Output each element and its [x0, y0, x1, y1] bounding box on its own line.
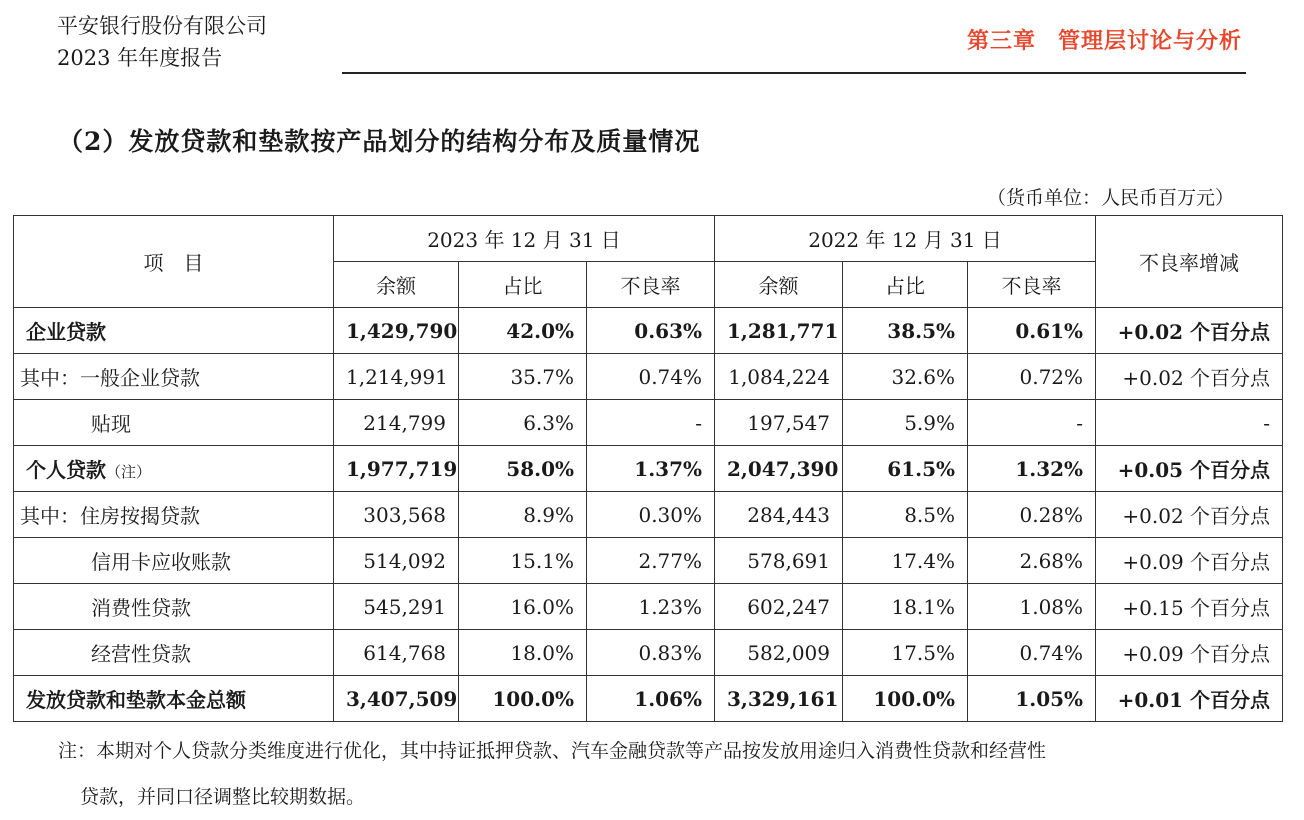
- cell-balance-2023: 303,568: [334, 492, 459, 538]
- row-label: [14, 446, 334, 492]
- cell-balance-2022: 3,329,161: [715, 676, 843, 722]
- cell-ratio-2022: 32.6%: [843, 354, 968, 400]
- cell-npl-change: +0.01 个百分点: [1096, 676, 1283, 722]
- table-row: [14, 492, 1283, 538]
- footnote-line-2: 贷款，并同口径调整比较期数据。: [80, 786, 366, 808]
- table-row: [14, 354, 1283, 400]
- table-row: [14, 630, 1283, 676]
- footnote-line-1: 注：本期对个人贷款分类维度进行优化，其中持证抵押贷款、汽车金融贷款等产品按发放用途归入消费性贷款和经营性: [58, 740, 1047, 762]
- cell-ratio-2023: 100.0%: [459, 676, 587, 722]
- cell-npl-2022: 0.61%: [968, 308, 1096, 354]
- company-name: 平安银行股份有限公司: [57, 14, 267, 38]
- row-label-text: 消费性贷款: [91, 596, 191, 620]
- cell-npl-change: +0.02 个百分点: [1096, 308, 1283, 354]
- table-row: [14, 308, 1283, 354]
- cell-npl-change: +0.09 个百分点: [1096, 630, 1283, 676]
- row-label-text: 信用卡应收账款: [91, 550, 231, 574]
- cell-ratio-2022: 17.5%: [843, 630, 968, 676]
- cell-ratio-2023: 42.0%: [459, 308, 587, 354]
- cell-balance-2022: 197,547: [715, 400, 843, 446]
- cell-npl-2023: 0.74%: [587, 354, 715, 400]
- report-name: 2023 年年度报告: [57, 46, 223, 70]
- row-label: [14, 354, 334, 400]
- row-label: [14, 538, 334, 584]
- chapter-heading: [967, 24, 1242, 55]
- row-label: [14, 400, 334, 446]
- row-label: [14, 630, 334, 676]
- cell-ratio-2023: 18.0%: [459, 630, 587, 676]
- cell-npl-2022: 0.72%: [968, 354, 1096, 400]
- cell-npl-2023: 1.23%: [587, 584, 715, 630]
- header-period-2022: 2022 年 12 月 31 日: [715, 216, 1096, 262]
- header-npl-change: 不良率增减: [1096, 216, 1283, 308]
- cell-npl-change: +0.02 个百分点: [1096, 354, 1283, 400]
- cell-ratio-2023: 58.0%: [459, 446, 587, 492]
- header-npl-2022: 不良率: [968, 262, 1096, 308]
- report-header: [57, 10, 267, 74]
- loan-structure-table: [13, 215, 1283, 722]
- cell-balance-2022: 2,047,390: [715, 446, 843, 492]
- cell-ratio-2022: 5.9%: [843, 400, 968, 446]
- cell-balance-2023: 1,429,790: [334, 308, 459, 354]
- cell-npl-change: +0.09 个百分点: [1096, 538, 1283, 584]
- header-balance-2022: 余额: [715, 262, 843, 308]
- cell-npl-change: +0.02 个百分点: [1096, 492, 1283, 538]
- cell-balance-2023: 214,799: [334, 400, 459, 446]
- cell-npl-2022: -: [968, 400, 1096, 446]
- cell-ratio-2022: 100.0%: [843, 676, 968, 722]
- cell-ratio-2023: 15.1%: [459, 538, 587, 584]
- cell-npl-2022: 0.74%: [968, 630, 1096, 676]
- currency-unit: （货币单位：人民币百万元）: [986, 187, 1234, 209]
- cell-balance-2022: 602,247: [715, 584, 843, 630]
- cell-ratio-2022: 61.5%: [843, 446, 968, 492]
- cell-npl-2023: 2.77%: [587, 538, 715, 584]
- header-ratio-2023: 占比: [459, 262, 587, 308]
- cell-npl-2023: 0.83%: [587, 630, 715, 676]
- table-row: [14, 676, 1283, 722]
- cell-npl-2023: -: [587, 400, 715, 446]
- table-row: [14, 584, 1283, 630]
- cell-npl-2023: 0.30%: [587, 492, 715, 538]
- cell-npl-2022: 1.05%: [968, 676, 1096, 722]
- cell-balance-2022: 582,009: [715, 630, 843, 676]
- header-period-2023: 2023 年 12 月 31 日: [334, 216, 715, 262]
- cell-ratio-2023: 16.0%: [459, 584, 587, 630]
- cell-ratio-2022: 8.5%: [843, 492, 968, 538]
- header-ratio-2022: 占比: [843, 262, 968, 308]
- cell-npl-2022: 1.08%: [968, 584, 1096, 630]
- table-row: [14, 400, 1283, 446]
- cell-npl-2023: 1.06%: [587, 676, 715, 722]
- header-npl-2023: 不良率: [587, 262, 715, 308]
- cell-npl-change: -: [1096, 400, 1283, 446]
- row-label-text: 经营性贷款: [91, 642, 191, 666]
- header-item: 项 目: [14, 216, 334, 308]
- cell-balance-2022: 578,691: [715, 538, 843, 584]
- cell-balance-2023: 1,214,991: [334, 354, 459, 400]
- row-label-text: 发放贷款和垫款本金总额: [26, 688, 246, 712]
- row-label-text: 个人贷款: [26, 458, 106, 482]
- cell-balance-2023: 1,977,719: [334, 446, 459, 492]
- row-label-text: 其中：住房按揭贷款: [20, 504, 200, 528]
- cell-ratio-2022: 17.4%: [843, 538, 968, 584]
- cell-balance-2022: 1,281,771: [715, 308, 843, 354]
- cell-npl-2022: 2.68%: [968, 538, 1096, 584]
- row-label: [14, 584, 334, 630]
- cell-npl-change: +0.05 个百分点: [1096, 446, 1283, 492]
- cell-npl-2023: 0.63%: [587, 308, 715, 354]
- cell-ratio-2022: 38.5%: [843, 308, 968, 354]
- section-title: （2）发放贷款和垫款按产品划分的结构分布及质量情况: [58, 127, 701, 156]
- cell-balance-2023: 514,092: [334, 538, 459, 584]
- cell-balance-2023: 3,407,509: [334, 676, 459, 722]
- row-label-text: 企业贷款: [26, 320, 106, 344]
- row-note: （注）: [106, 463, 152, 481]
- row-label-text: 贴现: [91, 412, 131, 436]
- table-row: [14, 446, 1283, 492]
- cell-ratio-2023: 8.9%: [459, 492, 587, 538]
- row-label: [14, 492, 334, 538]
- cell-balance-2022: 284,443: [715, 492, 843, 538]
- table-row: [14, 538, 1283, 584]
- row-label-text: 其中：一般企业贷款: [20, 366, 200, 390]
- cell-npl-2022: 1.32%: [968, 446, 1096, 492]
- cell-balance-2023: 545,291: [334, 584, 459, 630]
- cell-npl-2023: 1.37%: [587, 446, 715, 492]
- row-label: [14, 676, 334, 722]
- chapter-number: 第三章: [966, 28, 1036, 54]
- cell-ratio-2022: 18.1%: [843, 584, 968, 630]
- cell-ratio-2023: 6.3%: [459, 400, 587, 446]
- chapter-title: 管理层讨论与分析: [1057, 28, 1242, 54]
- cell-balance-2023: 614,768: [334, 630, 459, 676]
- cell-balance-2022: 1,084,224: [715, 354, 843, 400]
- footnote: [58, 728, 1258, 820]
- header-rule: [342, 72, 1246, 74]
- cell-npl-change: +0.15 个百分点: [1096, 584, 1283, 630]
- cell-npl-2022: 0.28%: [968, 492, 1096, 538]
- row-label: [14, 308, 334, 354]
- cell-ratio-2023: 35.7%: [459, 354, 587, 400]
- header-balance-2023: 余额: [334, 262, 459, 308]
